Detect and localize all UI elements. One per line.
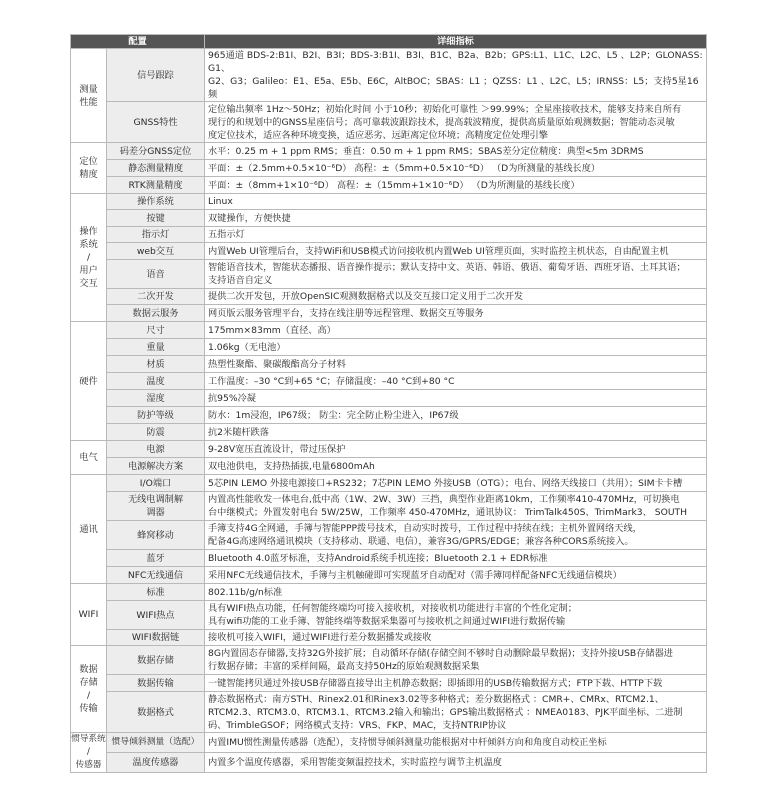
- category-inertial: 惯导系统 / 传感器: [71, 733, 107, 773]
- table-row: [71, 407, 707, 424]
- detail-cell: 平面：±（2.5mm+0.5×10⁻⁶D） 高程：±（5mm+0.5×10⁻⁶D） （D为所测量的基线长度）: [205, 160, 707, 177]
- table-row: [71, 675, 707, 692]
- table-row: [71, 339, 707, 356]
- feature-cell: 温度传感器: [107, 753, 205, 773]
- detail-cell: 一键智能拷贝通过外接USB存储器直接导出主机静态数据；即插即用的USB传输数据方式；FTP下载、HTTP下载: [205, 675, 707, 692]
- header-config: 配置: [71, 35, 205, 49]
- table-row: [71, 194, 707, 210]
- detail-cell: 水平：0.25 m + 1 ppm RMS；垂直：0.50 m + 1 ppm RMS；SBAS差分定位精度：典型<5m 3DRMS: [205, 143, 707, 160]
- category-wifi: WIFI: [71, 584, 107, 646]
- table-row: [71, 260, 707, 289]
- detail-cell: 工作温度：–30 °C到+65 °C；存储温度：–40 °C到+80 °C: [205, 373, 707, 390]
- feature-cell: WIFI数据链: [107, 630, 205, 646]
- spec-table: [70, 34, 707, 773]
- feature-cell: RTK测量精度: [107, 177, 205, 194]
- detail-cell: 802.11b/g/n标准: [205, 584, 707, 601]
- table-row: [71, 550, 707, 567]
- detail-cell: 内置多个温度传感器，采用智能变频温控技术，实时监控与调节主机温度: [205, 753, 707, 773]
- detail-cell: Linux: [205, 194, 707, 210]
- feature-cell: GNSS特性: [107, 102, 205, 143]
- feature-cell: web交互: [107, 243, 205, 260]
- category-operation: 操作 系统 / 用户 交互: [71, 194, 107, 322]
- table-row: [71, 390, 707, 407]
- feature-cell: I/O端口: [107, 475, 205, 492]
- table-row: [71, 441, 707, 458]
- category-electric: 电气: [71, 441, 107, 475]
- feature-cell: 数据云服务: [107, 305, 205, 322]
- table-row: [71, 458, 707, 475]
- feature-cell: 蜂窝移动: [107, 521, 205, 550]
- table-row: [71, 289, 707, 305]
- table-row: [71, 733, 707, 753]
- table-row: [71, 373, 707, 390]
- detail-cell: 网页版云服务管理平台，支持在线注册等远程管理、数据交互等服务: [205, 305, 707, 322]
- feature-cell: 电源解决方案: [107, 458, 205, 475]
- table-row: [71, 601, 707, 630]
- detail-cell: 采用NFC无线通信技术，手簿与主机触碰即可实现蓝牙自动配对（需手簿同样配备NFC无线通信模块）: [205, 567, 707, 584]
- feature-cell: 按键: [107, 210, 205, 227]
- table-row: [71, 584, 707, 601]
- feature-cell: 蓝牙: [107, 550, 205, 567]
- detail-cell: 提供二次开发包，开放OpenSIC观测数据格式以及交互接口定义用于二次开发: [205, 289, 707, 305]
- feature-cell: 防护等级: [107, 407, 205, 424]
- detail-cell: 抗95%冷凝: [205, 390, 707, 407]
- feature-cell: 操作系统: [107, 194, 205, 210]
- feature-cell: 防震: [107, 424, 205, 441]
- detail-cell: 定位输出频率 1Hz～50Hz；初始化时间 小于10秒；初始化可靠性 ＞99.99%；全星座接收技术，能够支持来自所有 现行的和规划中的GNSS星座信号；高可靠载波跟踪技术，提高载波精度，提供高质量原始观测数据；智能动态灵敏 度定位技术，适应各种环境变换，适应恶劣、远距离定位环境；高精度定位处理引擎: [205, 102, 707, 143]
- feature-cell: 材质: [107, 356, 205, 373]
- feature-cell: 语音: [107, 260, 205, 289]
- feature-cell: 数据存储: [107, 646, 205, 675]
- feature-cell: 惯导倾斜测量（选配）: [107, 733, 205, 753]
- feature-cell: 无线电调制解 调器: [107, 492, 205, 521]
- category-storage: 数据 存储 / 传输: [71, 646, 107, 733]
- table-row: [71, 305, 707, 322]
- table-row: [71, 646, 707, 675]
- table-row: [71, 521, 707, 550]
- table-row: [71, 692, 707, 733]
- feature-cell: 标准: [107, 584, 205, 601]
- feature-cell: 电源: [107, 441, 205, 458]
- feature-cell: 尺寸: [107, 322, 205, 339]
- category-measure: 测量 性能: [71, 49, 107, 143]
- detail-cell: 抗2米随杆跌落: [205, 424, 707, 441]
- feature-cell: 数据传输: [107, 675, 205, 692]
- detail-cell: 965通道 BDS-2:B1I、B2I、B3I；BDS-3:B1I、B3I、B1C、B2a、B2b；GPS:L1、L1C、L2C、L5 、L2P；GLONASS: G1、 G2、G3；Galileo：E1、E5a、E5b、E6C，AltBOC；SBAS：L1 ；QZSS：L1 、L2C、L5；IRNSS：L5；支持5星16频: [205, 49, 707, 102]
- table-row: [71, 49, 707, 102]
- table-row: [71, 177, 707, 194]
- feature-cell: 数据格式: [107, 692, 205, 733]
- feature-cell: 温度: [107, 373, 205, 390]
- table-row: [71, 210, 707, 227]
- category-position: 定位 精度: [71, 143, 107, 194]
- table-row: [71, 753, 707, 773]
- detail-cell: 静态数据格式：南方STH、Rinex2.01和Rinex3.02等多种格式；差分数据格式 ：CMR+、CMRx、RTCM2.1、 RTCM2.3、RTCM3.0、RTCM3.1、RTCM3.2输入和输出；GPS输出数据格式 ：NMEA0183、PJK平面坐标、二进制 码、TrimbleGSOF；网络模式支持：VRS、FKP、MAC，支持NTRIP协议: [205, 692, 707, 733]
- detail-cell: 双电池供电，支持热插拔,电量6800mAh: [205, 458, 707, 475]
- detail-cell: 接收机可接入WIFI，通过WIFI进行差分数据播发或接收: [205, 630, 707, 646]
- table-row: [71, 630, 707, 646]
- feature-cell: 码差分GNSS定位: [107, 143, 205, 160]
- detail-cell: 175mm×83mm（直径、高）: [205, 322, 707, 339]
- detail-cell: 9-28V宽压直流设计，带过压保护: [205, 441, 707, 458]
- table-row: [71, 143, 707, 160]
- detail-cell: 1.06kg（无电池）: [205, 339, 707, 356]
- detail-cell: 内置Web UI管理后台，支持WiFi和USB模式访问接收机内置Web UI管理页面，实时监控主机状态，自由配置主机: [205, 243, 707, 260]
- table-row: [71, 424, 707, 441]
- table-row: [71, 567, 707, 584]
- feature-cell: 二次开发: [107, 289, 205, 305]
- detail-cell: 双键操作，方便快捷: [205, 210, 707, 227]
- feature-cell: NFC无线通信: [107, 567, 205, 584]
- table-row: [71, 356, 707, 373]
- detail-cell: 五指示灯: [205, 227, 707, 243]
- table-row: [71, 322, 707, 339]
- feature-cell: 指示灯: [107, 227, 205, 243]
- table-row: [71, 227, 707, 243]
- table-row: [71, 243, 707, 260]
- feature-cell: 信号跟踪: [107, 49, 205, 102]
- header-detail: 详细指标: [205, 35, 707, 49]
- table-row: [71, 160, 707, 177]
- detail-cell: 内置高性能收发一体电台,低中高（1W、2W、3W）三挡，典型作业距离10km，工作频率410-470MHz，可切换电 台中继模式；外置发射电台 5W/25W，工作频率 450-470MHz，通讯协议： TrimTalk450S、TrimMark3、 SOUTH: [205, 492, 707, 521]
- detail-cell: 具有WIFI热点功能，任何智能终端均可接入接收机，对接收机功能进行丰富的个性化定制； 具有wifi功能的工业手簿、智能终端等数据采集器可与接收机之间通过WIFI进行数据传输: [205, 601, 707, 630]
- table-row: [71, 475, 707, 492]
- feature-cell: WIFI热点: [107, 601, 205, 630]
- detail-cell: 智能语音技术，智能状态播报、语音操作提示；默认支持中文、英语、韩语、俄语、葡萄牙语、西班牙语、土耳其语； 支持语音自定义: [205, 260, 707, 289]
- detail-cell: 防水：1m浸泡，IP67级； 防尘：完全防止粉尘进入，IP67级: [205, 407, 707, 424]
- table-row: [71, 102, 707, 143]
- detail-cell: 热塑性聚酯、聚碳酸酯高分子材料: [205, 356, 707, 373]
- detail-cell: 内置IMU惯性测量传感器（选配），支持惯导倾斜测量功能根据对中杆倾斜方向和角度自动校正坐标: [205, 733, 707, 753]
- detail-cell: 手簿支持4G全网通，手簿与智能PPP拨号技术，自动实时拨号，工作过程中持续在线；主机外置网络天线， 配备4G高速网络通讯模块（支持移动、联通、电信），兼容3G/GPRS/EDGE；兼容各种CORS系统接入。: [205, 521, 707, 550]
- detail-cell: 5芯PIN LEMO 外接电源接口+RS232；7芯PIN LEMO 外接USB（OTG）；电台、网络天线接口（共用）；SIM卡卡槽: [205, 475, 707, 492]
- detail-cell: 平面：±（8mm+1×10⁻⁶D） 高程：±（15mm+1×10⁻⁶D） （D为所测量的基线长度）: [205, 177, 707, 194]
- detail-cell: Bluetooth 4.0蓝牙标准，支持Android系统手机连接；Bluetooth 2.1 + EDR标准: [205, 550, 707, 567]
- category-comm: 通讯: [71, 475, 107, 584]
- feature-cell: 静态测量精度: [107, 160, 205, 177]
- detail-cell: 8G内置固态存储器,支持32G外接扩展；自动循环存储(存储空间不够时自动删除最早数据)；支持外接USB存储器进 行数据存储；丰富的采样间隔，最高支持50Hz的原始观测数据采集: [205, 646, 707, 675]
- feature-cell: 湿度: [107, 390, 205, 407]
- category-hardware: 硬件: [71, 322, 107, 441]
- feature-cell: 重量: [107, 339, 205, 356]
- table-header-row: [71, 35, 707, 49]
- table-row: [71, 492, 707, 521]
